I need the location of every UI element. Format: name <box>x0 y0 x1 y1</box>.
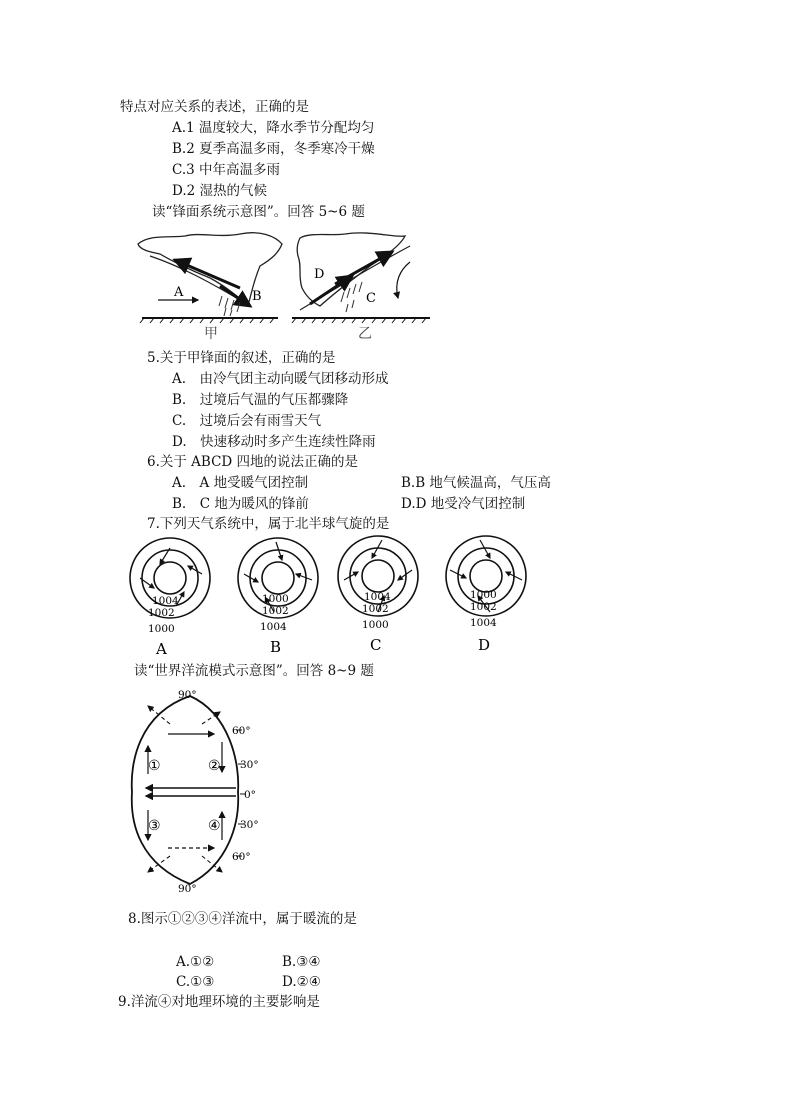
q4-option-b: B.2 夏季高温多雨，冬季寒冷干燥 <box>172 141 375 157</box>
q6-option-d: D.D 地受冷气团控制 <box>401 496 526 512</box>
lat-90-bottom: 90° <box>178 883 197 895</box>
q8-option-d: D.②④ <box>282 974 321 990</box>
q8-option-c: C.①③ <box>176 974 215 990</box>
system-c-isobar-2: 1002 <box>362 603 389 615</box>
system-a-label: A <box>156 640 167 658</box>
q6-stem: 6.关于 ABCD 四地的说法正确的是 <box>147 454 359 470</box>
system-a-isobar-1: 1004 <box>152 595 179 607</box>
q8-option-a: A.①② <box>176 954 215 970</box>
system-c-isobar-3: 1000 <box>362 619 389 631</box>
q4-option-a: A.1 温度较大，降水季节分配均匀 <box>172 120 375 136</box>
q6-option-b: B.B 地气候温高，气压高 <box>401 475 551 491</box>
lat-60-north: 60° <box>232 725 251 737</box>
system-a-isobar-3: 1000 <box>148 623 175 635</box>
lat-30-north: 30° <box>240 759 259 771</box>
pressure-systems-diagram <box>126 534 536 658</box>
system-d-isobar-2: 1002 <box>470 601 497 613</box>
system-d-diagram <box>446 536 526 654</box>
current-2-label: ② <box>208 758 221 774</box>
q6-option-a: A. A 地受暖气团控制 <box>172 475 309 491</box>
q8-option-b: B.③④ <box>282 954 321 970</box>
current-4-label: ④ <box>208 818 221 834</box>
current-3-label: ③ <box>148 818 161 834</box>
ocean-current-prompt: 读“世界洋流模式示意图”。回答 8~9 题 <box>134 663 374 679</box>
q5-option-d: D. 快速移动时多产生连续性降雨 <box>172 434 376 450</box>
system-c-label: C <box>370 636 382 654</box>
q6-option-c: B. C 地为暖风的锋前 <box>172 496 309 512</box>
q4-option-c: C.3 中年高温多雨 <box>172 162 281 178</box>
front-label-jia: 甲 <box>204 326 218 342</box>
q5-stem: 5.关于甲锋面的叙述，正确的是 <box>147 350 336 366</box>
lat-30-south: 30° <box>240 819 259 831</box>
q9-stem: 9.洋流④对地理环境的主要影响是 <box>118 994 320 1010</box>
system-b-isobar-1: 1000 <box>262 593 289 605</box>
q5-option-b: B. 过境后气温的气压都骤降 <box>172 392 349 408</box>
question-4-stem-tail: 特点对应关系的表述，正确的是 <box>120 99 309 115</box>
front-diagram-prompt: 读“锋面系统示意图”。回答 5~6 题 <box>152 204 365 220</box>
ocean-current-diagram <box>118 684 278 898</box>
front-system-diagram <box>130 226 440 344</box>
system-b-isobar-2: 1002 <box>262 605 289 617</box>
current-1-label: ① <box>148 758 161 774</box>
q5-option-c: C. 过境后会有雨雪天气 <box>172 413 322 429</box>
front-label-d: D <box>314 267 325 282</box>
q8-stem: 8.图示①②③④洋流中，属于暖流的是 <box>128 911 357 927</box>
system-b-label: B <box>270 638 282 656</box>
front-label-c: C <box>366 291 376 306</box>
q4-option-d: D.2 湿热的气候 <box>172 183 268 199</box>
system-c-diagram <box>338 536 418 654</box>
q7-stem: 7.下列天气系统中，属于北半球气旋的是 <box>147 516 390 532</box>
system-d-label: D <box>478 636 491 654</box>
front-label-b: B <box>252 289 262 304</box>
lat-90-top: 90° <box>178 689 197 701</box>
system-d-isobar-3: 1004 <box>470 617 497 629</box>
system-d-isobar-1: 1000 <box>470 589 497 601</box>
system-a-diagram <box>130 538 210 658</box>
system-b-isobar-3: 1004 <box>260 621 287 633</box>
q5-option-a: A. 由冷气团主动向暖气团移动形成 <box>172 371 389 387</box>
system-a-isobar-2: 1002 <box>148 607 175 619</box>
front-label-yi: 乙 <box>358 326 372 342</box>
system-c-isobar-1: 1004 <box>364 591 391 603</box>
system-b-diagram <box>238 538 318 656</box>
lat-60-south: 60° <box>232 851 251 863</box>
lat-0: 0° <box>244 789 256 801</box>
front-label-a: A <box>174 285 184 300</box>
